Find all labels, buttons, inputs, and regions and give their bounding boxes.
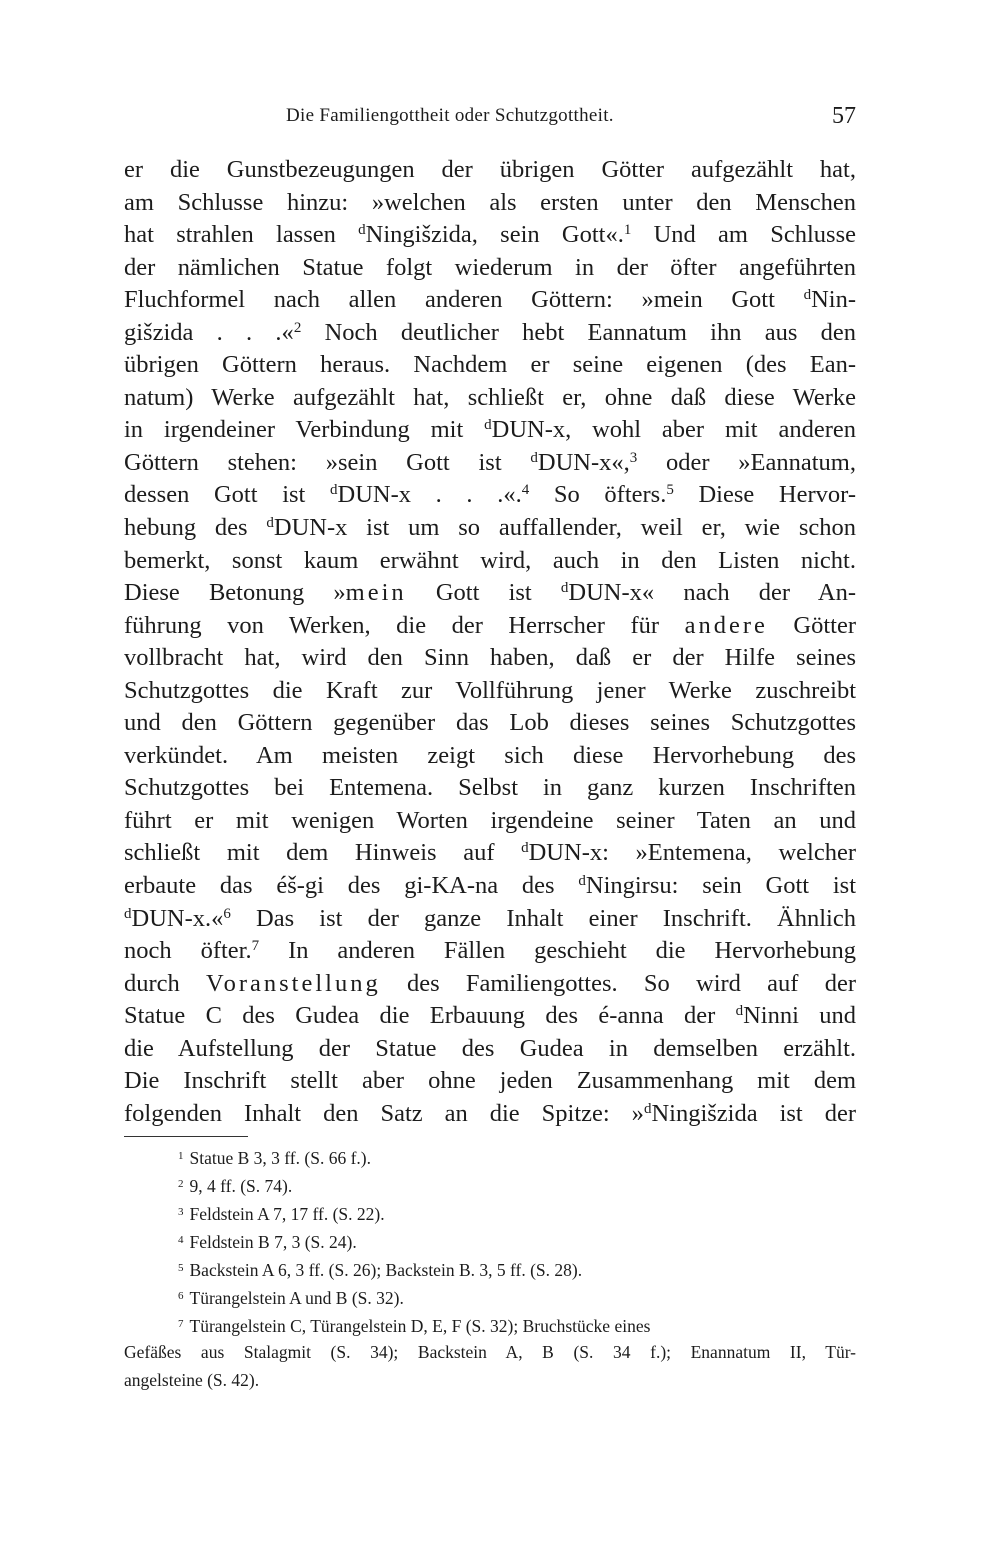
- footnote-number: 4: [178, 1234, 184, 1246]
- footnote-number: 3: [178, 1206, 184, 1218]
- footnote-text: Backstein A 6, 3 ff. (S. 26); Backstein B. 3, 5 ff. (S. 28).: [189, 1259, 583, 1280]
- determinative-superscript: d: [484, 417, 492, 434]
- footnote-text: Feldstein B 7, 3 (S. 24).: [189, 1231, 357, 1252]
- footnote-text: Türangelstein C, Türangelstein D, E, F (S. 32); Bruchstücke eines: [189, 1315, 651, 1336]
- text-line: führt er mit wenigen Worten irgendeine seiner Taten an und: [124, 806, 856, 834]
- determinative-superscript: d: [358, 221, 366, 238]
- text-line: $^d$DUN-x.«$^6$ Das ist der ganze Inhalt einer Inschrift. Ähnlich: [124, 904, 856, 932]
- text-line: übrigen Göttern heraus. Nachdem er seine eigenen (des Ean-: [124, 351, 856, 379]
- text-line: Statue C des Gudea die Erbauung des é-anna der $^d$Ninni und: [124, 1002, 856, 1030]
- determinative-superscript: d: [578, 872, 586, 889]
- text-line: vollbracht hat, wird den Sinn haben, daß er der Hilfe seines: [124, 644, 856, 672]
- text-line: Schutzgottes die Kraft zur Vollführung jener Werke zuschreibt: [124, 676, 856, 704]
- text-line: erbaute das éš-gi des gi-KA-na des $^d$Ningirsu: sein Gott ist: [124, 872, 856, 900]
- text-line: Diese Betonung »mein Gott ist $^d$DUN-x« nach der An-: [124, 579, 856, 607]
- text-line: noch öfter.$^7$ In anderen Fällen geschieht die Hervorhebung: [124, 937, 856, 965]
- footnote-marker: 3: [629, 449, 638, 466]
- footnote: [124, 1310, 856, 1338]
- determinative-superscript: d: [803, 286, 812, 303]
- text-line: Göttern stehen: »sein Gott ist $^d$DUN-x«,$^3$ oder »Eannatum,: [124, 448, 856, 476]
- text-line: Die Inschrift stellt aber ohne jeden Zusammenhang mit dem: [124, 1067, 856, 1095]
- body-text: [124, 154, 856, 1130]
- text-line: bemerkt, sonst kaum erwähnt wird, auch in den Listen nicht.: [124, 546, 856, 574]
- footnote-number: 2: [178, 1178, 184, 1190]
- footnote-number: 5: [178, 1262, 184, 1274]
- text-line: schließt mit dem Hinweis auf $^d$DUN-x: »Entemena, welcher: [124, 839, 857, 867]
- text-line: gišzida . . .«$^2$ Noch deutlicher hebt Eannatum ihn aus den: [124, 318, 856, 346]
- footnote-marker: 1: [623, 221, 632, 238]
- determinative-superscript: d: [266, 514, 274, 531]
- footnote: [124, 1142, 856, 1170]
- page-number: 57: [832, 103, 856, 129]
- text-line: verkündet. Am meisten zeigt sich diese Hervorhebung des: [124, 741, 856, 769]
- text-line: die Aufstellung der Statue des Gudea in demselben erzählt.: [124, 1034, 856, 1062]
- text-line: Schutzgottes bei Entemena. Selbst in ganz kurzen Inschriften: [124, 774, 856, 802]
- text-line: dessen Gott ist $^d$DUN-x . . .«.$^4$ So öfters.$^5$ Diese Hervor-: [124, 481, 856, 509]
- footnote-marker: 2: [293, 319, 302, 336]
- determinative-superscript: d: [560, 579, 569, 596]
- determinative-superscript: d: [530, 449, 538, 466]
- determinative-superscript: d: [124, 905, 132, 922]
- footnote-marker: 6: [223, 905, 231, 922]
- determinative-superscript: d: [643, 1100, 652, 1117]
- text-line: er die Gunstbezeugungen der übrigen Götter aufgezählt hat,: [124, 156, 856, 183]
- emphasized-word: Voranstellung: [206, 969, 381, 997]
- footnote-text: Feldstein A 7, 17 ff. (S. 22).: [189, 1203, 385, 1224]
- footnote-marker: 7: [251, 937, 260, 954]
- footnote-continuation: angelsteine (S. 42).: [124, 1370, 260, 1390]
- text-line: natum) Werke aufgezählt hat, schließt er, ohne daß diese Werke: [124, 383, 856, 411]
- text-line: in irgendeiner Verbindung mit $^d$DUN-x, wohl aber mit anderen: [124, 416, 856, 444]
- text-line: durch Voranstellung des Familiengottes. So wird auf der: [124, 969, 856, 997]
- text-line: Fluchformel nach allen anderen Göttern: »mein Gott $^d$Nin-: [124, 286, 856, 314]
- footnote-number: 6: [178, 1290, 184, 1302]
- footnotes: [124, 1142, 856, 1394]
- text-line: hat strahlen lassen $^d$Ningišzida, sein Gott«.$^1$ Und am Schlusse: [124, 221, 856, 249]
- determinative-superscript: d: [330, 482, 338, 499]
- footnote-text: 9, 4 ff. (S. 74).: [189, 1175, 293, 1196]
- footnote-marker: 4: [521, 482, 530, 499]
- text-line: und den Göttern gegenüber das Lob dieses seines Schutzgottes: [124, 709, 856, 737]
- footnote-continuation: Gefäßes aus Stalagmit (S. 34); Backstein A, B (S. 34 f.); Enannatum II, Tür-: [124, 1342, 856, 1362]
- text-line: führung von Werken, die der Herrscher für andere Götter: [124, 611, 856, 639]
- emphasized-word: mein: [345, 579, 407, 607]
- footnote-number: 1: [178, 1150, 184, 1162]
- footnote-number: 7: [178, 1318, 184, 1330]
- footnote-rule: [124, 1136, 248, 1137]
- emphasized-word: andere: [684, 611, 768, 639]
- footnote: [124, 1254, 856, 1282]
- determinative-superscript: d: [521, 840, 529, 857]
- determinative-superscript: d: [735, 1002, 744, 1019]
- text-line: am Schlusse hinzu: »welchen als ersten unter den Menschen: [124, 188, 856, 216]
- footnote: [124, 1226, 856, 1254]
- running-title: Die Familiengottheit oder Schutzgottheit.: [286, 105, 614, 126]
- text-line: der nämlichen Statue folgt wiederum in der öfter angeführten: [124, 253, 856, 281]
- running-head: [124, 103, 856, 133]
- footnote: [124, 1282, 856, 1310]
- text-line: hebung des $^d$DUN-x ist um so auffallender, weil er, wie schon: [124, 514, 856, 542]
- footnote: [124, 1170, 856, 1198]
- text-line: folgenden Inhalt den Satz an die Spitze: »$^d$Ningišzida ist der: [124, 1099, 856, 1127]
- footnote-marker: 5: [666, 482, 674, 499]
- footnote-text: Statue B 3, 3 ff. (S. 66 f.).: [189, 1147, 371, 1168]
- footnote: [124, 1198, 856, 1226]
- footnote-text: Türangelstein A und B (S. 32).: [189, 1287, 404, 1308]
